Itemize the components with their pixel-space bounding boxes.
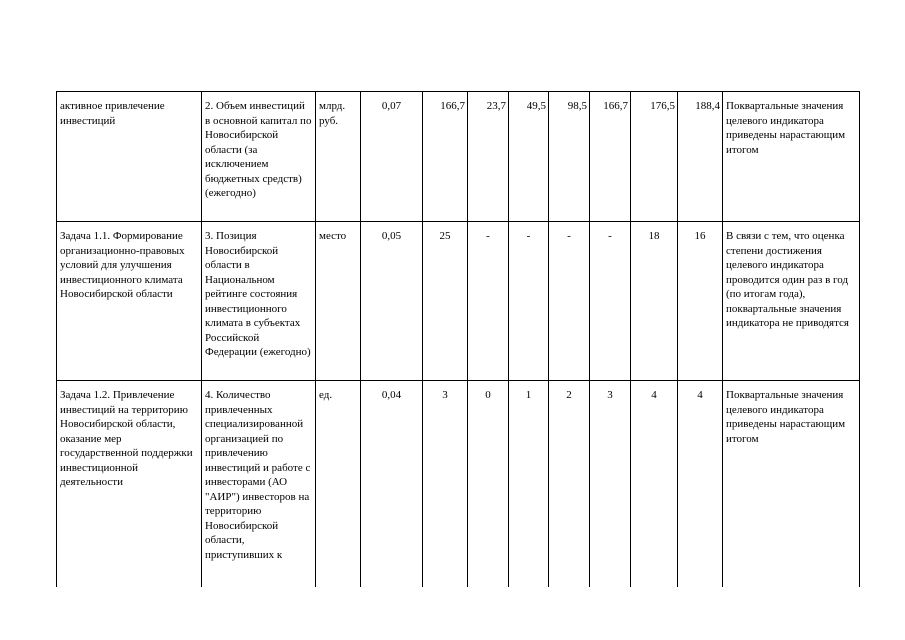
plan1-value-cell: 18 xyxy=(631,222,678,381)
task-cell: активное привлечение инвестиций xyxy=(57,92,202,222)
base-value-cell: 25 xyxy=(423,222,468,381)
task-cell: Задача 1.1. Формирование организационно-правовых условий для улучшения инвестиционного климата Новосибирской области xyxy=(57,222,202,381)
q1-value-cell: - xyxy=(468,222,509,381)
base-value-cell: 166,7 xyxy=(423,92,468,222)
indicator-cell: 4. Количество привлеченных специализированной организацией по привлечению инвестиций и работе с инвесторами (АО "АИР") инвесторов на территорию Новосибирской области, приступивших к xyxy=(202,381,316,587)
q3-value-cell: - xyxy=(549,222,590,381)
weight-cell: 0,04 xyxy=(361,381,423,587)
q2-value-cell: - xyxy=(509,222,549,381)
table-row xyxy=(57,222,860,381)
q3-value-cell: 2 xyxy=(549,381,590,587)
task-cell: Задача 1.2. Привлечение инвестиций на территорию Новосибирской области, оказание мер государственной поддержки инвестиционной деятельности xyxy=(57,381,202,587)
plan2-value-cell: 16 xyxy=(678,222,723,381)
q2-value-cell: 1 xyxy=(509,381,549,587)
q4-value-cell: 3 xyxy=(590,381,631,587)
plan1-value-cell: 4 xyxy=(631,381,678,587)
indicator-table xyxy=(56,91,860,587)
indicator-cell: 2. Объем инвестиций в основной капитал по Новосибирской области (за исключением бюджетных средств) (ежегодно) xyxy=(202,92,316,222)
q4-value-cell: - xyxy=(590,222,631,381)
q4-value-cell: 166,7 xyxy=(590,92,631,222)
unit-cell: ед. xyxy=(316,381,361,587)
q1-value-cell: 23,7 xyxy=(468,92,509,222)
unit-cell: место xyxy=(316,222,361,381)
q2-value-cell: 49,5 xyxy=(509,92,549,222)
base-value-cell: 3 xyxy=(423,381,468,587)
unit-cell: млрд. руб. xyxy=(316,92,361,222)
weight-cell: 0,05 xyxy=(361,222,423,381)
weight-cell: 0,07 xyxy=(361,92,423,222)
q1-value-cell: 0 xyxy=(468,381,509,587)
plan2-value-cell: 4 xyxy=(678,381,723,587)
table-row xyxy=(57,92,860,222)
indicator-cell: 3. Позиция Новосибирской области в Национальном рейтинге состояния инвестиционного климата в субъектах Российской Федерации (ежегодно) xyxy=(202,222,316,381)
note-cell: Поквартальные значения целевого индикатора приведены нарастающим итогом xyxy=(723,92,860,222)
table-row xyxy=(57,381,860,587)
note-cell: В связи с тем, что оценка степени достижения целевого индикатора проводится один раз в год (по итогам года), поквартальные значения индикатора не приводятся xyxy=(723,222,860,381)
plan2-value-cell: 188,4 xyxy=(678,92,723,222)
note-cell: Поквартальные значения целевого индикатора приведены нарастающим итогом xyxy=(723,381,860,587)
q3-value-cell: 98,5 xyxy=(549,92,590,222)
plan1-value-cell: 176,5 xyxy=(631,92,678,222)
